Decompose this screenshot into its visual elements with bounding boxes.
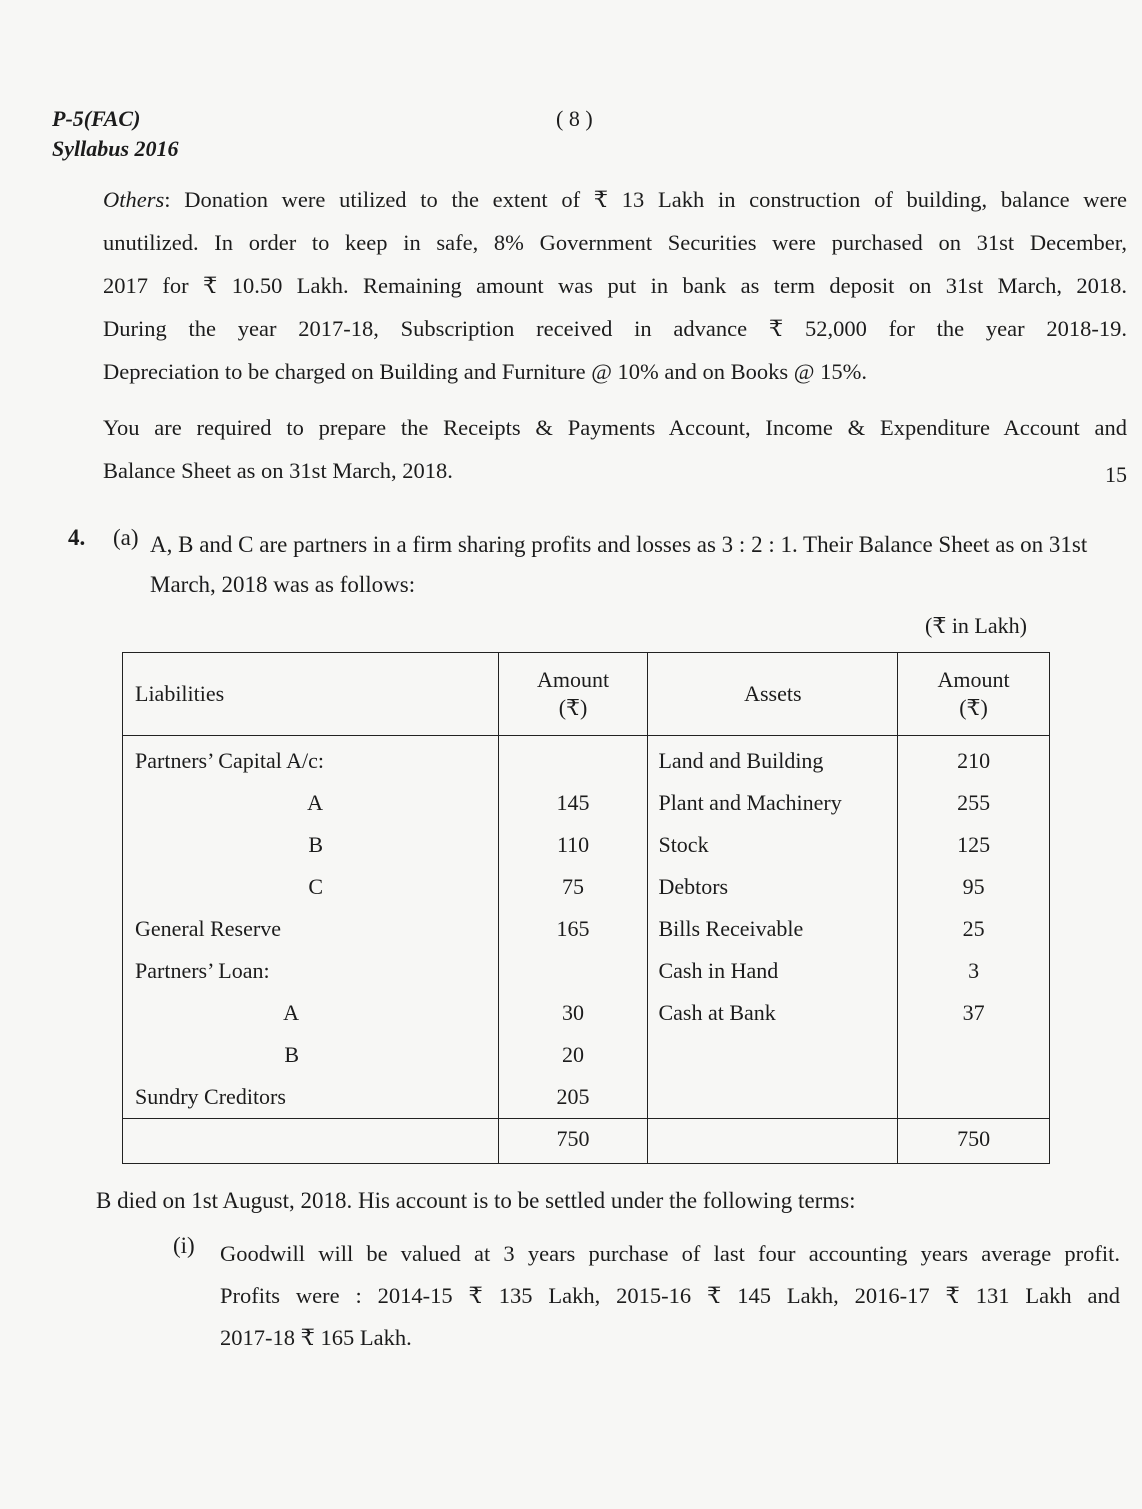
asset-amount: 95 [898, 866, 1050, 908]
liability-cell: Partners’ Loan: [123, 950, 499, 992]
asset-amount: 3 [898, 950, 1050, 992]
table-row [123, 866, 1050, 908]
balance-sheet-table [122, 652, 1050, 1164]
text-line: You are required to prepare the Receipts & Payments Account, Income & Expenditure Account and [103, 415, 1127, 440]
liability-cell: A [123, 992, 499, 1034]
liability-cell: A [123, 782, 499, 824]
table-row [123, 1034, 1050, 1076]
term-text [220, 1233, 1120, 1359]
asset-amount: 37 [898, 992, 1050, 1034]
header-liabilities: Liabilities [123, 653, 499, 736]
liability-cell: B [123, 1034, 499, 1076]
question-text: A, B and C are partners in a firm sharing profits and losses as 3 : 2 : 1. Their Balance Sheet as on 31st March, 2018 was as follows: [150, 532, 1088, 597]
asset-amount: 25 [898, 908, 1050, 950]
liability-cell: C [123, 866, 499, 908]
question-number: 4. [68, 525, 86, 550]
liability-cell: B [123, 824, 499, 866]
text-line: Balance Sheet as on 31st March, 2018. [103, 458, 453, 483]
header-amount-assets: Amount (₹) [898, 653, 1050, 736]
liability-amount: 75 [498, 866, 648, 908]
table-row [123, 824, 1050, 866]
asset-cell [648, 1034, 898, 1076]
header-assets: Assets [648, 653, 898, 736]
total-label-cell [123, 1119, 499, 1164]
liability-amount [498, 736, 648, 783]
page-number: ( 8 ) [556, 106, 593, 131]
text-line: 2017 for ₹ 10.50 Lakh. Remaining amount was put in bank as term deposit on 31st March, 2018. [103, 273, 1127, 298]
table-header-row [123, 653, 1050, 736]
total-assets: 750 [898, 1119, 1050, 1164]
liability-amount [498, 950, 648, 992]
table-row [123, 992, 1050, 1034]
others-label: Others [103, 187, 165, 212]
total-liabilities: 750 [498, 1119, 648, 1164]
text-line: Goodwill will be valued at 3 years purchase of last four accounting years average profit. [220, 1241, 1120, 1266]
asset-amount: 255 [898, 782, 1050, 824]
text-line: Depreciation to be charged on Building and Furniture @ 10% and on Books @ 15%. [103, 359, 868, 384]
asset-amount [898, 1076, 1050, 1119]
asset-amount: 210 [898, 736, 1050, 783]
asset-amount: 125 [898, 824, 1050, 866]
asset-cell [648, 1076, 898, 1119]
asset-cell: Stock [648, 824, 898, 866]
liability-amount: 165 [498, 908, 648, 950]
unit-note: (₹ in Lakh) [925, 613, 1027, 638]
table-row [123, 908, 1050, 950]
syllabus-label: Syllabus 2016 [52, 136, 179, 161]
text-line: Others: Donation were utilized to the extent of ₹ 13 Lakh in construction of building, balance were [103, 187, 1127, 212]
asset-cell: Plant and Machinery [648, 782, 898, 824]
paper-header [52, 104, 179, 164]
others-paragraph [103, 178, 1127, 393]
marks-value: 15 [1105, 462, 1127, 487]
liability-amount: 110 [498, 824, 648, 866]
table-row [123, 782, 1050, 824]
table-row [123, 1076, 1050, 1119]
asset-cell: Cash in Hand [648, 950, 898, 992]
instruction-paragraph [103, 406, 1127, 492]
paper-code: P-5(FAC) [52, 106, 141, 131]
question-part: (a) [113, 525, 139, 550]
text-line: Profits were : 2014-15 ₹ 135 Lakh, 2015-16 ₹ 145 Lakh, 2016-17 ₹ 131 Lakh and [220, 1283, 1120, 1308]
liability-amount: 30 [498, 992, 648, 1034]
settlement-intro: B died on 1st August, 2018. His account is to be settled under the following terms: [96, 1188, 856, 1213]
liability-amount: 20 [498, 1034, 648, 1076]
total-row [123, 1119, 1050, 1164]
asset-amount [898, 1034, 1050, 1076]
header-amount-liabilities: Amount (₹) [498, 653, 648, 736]
liability-amount: 205 [498, 1076, 648, 1119]
asset-cell: Land and Building [648, 736, 898, 783]
asset-cell: Bills Receivable [648, 908, 898, 950]
liability-amount: 145 [498, 782, 648, 824]
table-row [123, 736, 1050, 783]
total-assets-label-cell [648, 1119, 898, 1164]
asset-cell: Cash at Bank [648, 992, 898, 1034]
table-row [123, 950, 1050, 992]
liability-cell: Sundry Creditors [123, 1076, 499, 1119]
text-line: During the year 2017-18, Subscription received in advance ₹ 52,000 for the year 2018-19. [103, 316, 1127, 341]
asset-cell: Debtors [648, 866, 898, 908]
text-line: 2017-18 ₹ 165 Lakh. [220, 1325, 412, 1350]
text-line: unutilized. In order to keep in safe, 8% Government Securities were purchased on 31st December, [103, 230, 1127, 255]
term-number: (i) [173, 1233, 195, 1258]
liability-cell: Partners’ Capital A/c: [123, 736, 499, 783]
liability-cell: General Reserve [123, 908, 499, 950]
